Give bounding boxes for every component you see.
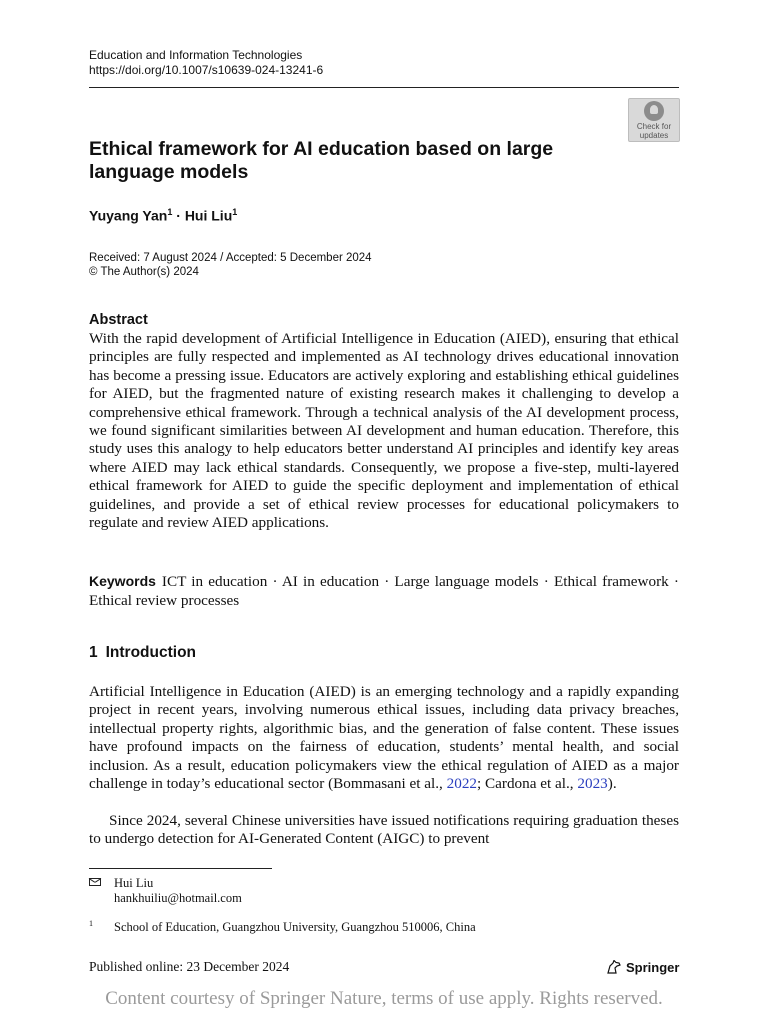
check-for-updates-badge[interactable] — [628, 98, 680, 142]
keywords — [89, 572, 679, 610]
corresponding-email[interactable]: hankhuiliu@hotmail.com — [114, 891, 242, 905]
section-title: Introduction — [105, 644, 197, 661]
doi-link[interactable]: https://doi.org/10.1007/s10639-024-13241-6 — [89, 63, 324, 77]
intro-paragraph: Since 2024, several Chinese universities have issued notifications requiring graduation theses to undergo detection for AI-Generated Content (AIGC) to prevent — [89, 812, 679, 848]
paper-title: Ethical framework for AI education based on large language models — [89, 138, 554, 183]
paragraph-text: Artificial Intelligence in Education (AIED) is an emerging technology and a rapidly expanding project in recent years, involving numerous ethical issues, including data privacy breaches, intellectual property rights, algorithmic bias, and the generation of false content. These issues have profound impacts on the fairness of education, students’ mental health, and social inclusion. As a result, education policymakers view the ethical regulation of AIED as a major challenge in today’s educational sector (Bommasani et al., — [89, 683, 679, 793]
received-accepted: Received: 7 August 2024 / Accepted: 5 December 2024 — [89, 252, 372, 264]
section-heading — [89, 644, 196, 662]
citation-link[interactable]: 2023 — [577, 775, 608, 793]
envelope-icon — [89, 878, 101, 886]
author-name: Yuyang Yan — [89, 207, 168, 224]
citation-link[interactable]: 2022 — [446, 775, 478, 793]
badge-line1: Check for — [636, 122, 672, 131]
paragraph-text: ). — [607, 775, 617, 793]
abstract-heading: Abstract — [89, 312, 148, 328]
journal-name: Education and Information Technologies — [89, 48, 303, 62]
corresponding-name: Hui Liu — [114, 876, 154, 890]
keywords-label: Keywords — [89, 573, 156, 589]
corresponding-author — [114, 876, 242, 906]
copyright: © The Author(s) 2024 — [89, 266, 199, 278]
abstract-text: With the rapid development of Artificial Intelligence in Education (AIED), ensuring that ethical principles are fully respected and implemented as AI technology drives educational innovation has become a pressing issue. Educators are actively exploring and establishing ethical guidelines for AIED, but the fragmented nature of existing research makes it challenging to develop a comprehensive ethical framework. Through a technical analysis of the AI development process, we found significant similarities between AI development and human education. Therefore, this study uses this analogy to help educators better understand AI principles and identify key areas where AIED may lack ethical standards. Consequently, we propose a five-step, multi-layered ethical framework for AIED to guide the specific deployment and implementation of ethical guidelines, and provide a set of ethical review processes for educational policymakers to regulate and review AIED applications. — [89, 330, 679, 532]
springer-horse-icon — [606, 960, 622, 974]
header-divider — [89, 87, 679, 88]
courtesy-notice: Content courtesy of Springer Nature, terms of use apply. Rights reserved. — [105, 988, 663, 1009]
author-list — [89, 207, 237, 224]
affiliation-marker: 1 — [167, 207, 173, 217]
intro-paragraph — [89, 683, 679, 793]
keywords-text: ICT in education · AI in education · Large language models · Ethical framework · Ethical review processes — [89, 573, 679, 609]
footnote-divider — [89, 868, 272, 869]
publisher-name: Springer — [626, 960, 680, 975]
journal-header — [89, 48, 323, 78]
paragraph-text: ; Cardona et al., — [477, 775, 578, 793]
affiliation-marker: 1 — [232, 207, 238, 217]
bookmark-icon — [644, 101, 664, 121]
section-number: 1 — [89, 644, 98, 661]
publication-dates — [89, 251, 372, 279]
publisher-logo — [606, 960, 679, 975]
affiliation-text: School of Education, Guangzhou University, Guangzhou 510006, China — [114, 920, 476, 934]
published-online: Published online: 23 December 2024 — [89, 959, 290, 974]
author-name: Hui Liu — [184, 207, 233, 224]
author-separator: · — [176, 207, 181, 224]
badge-line2: updates — [639, 131, 669, 140]
affiliation-number: 1 — [89, 919, 93, 928]
